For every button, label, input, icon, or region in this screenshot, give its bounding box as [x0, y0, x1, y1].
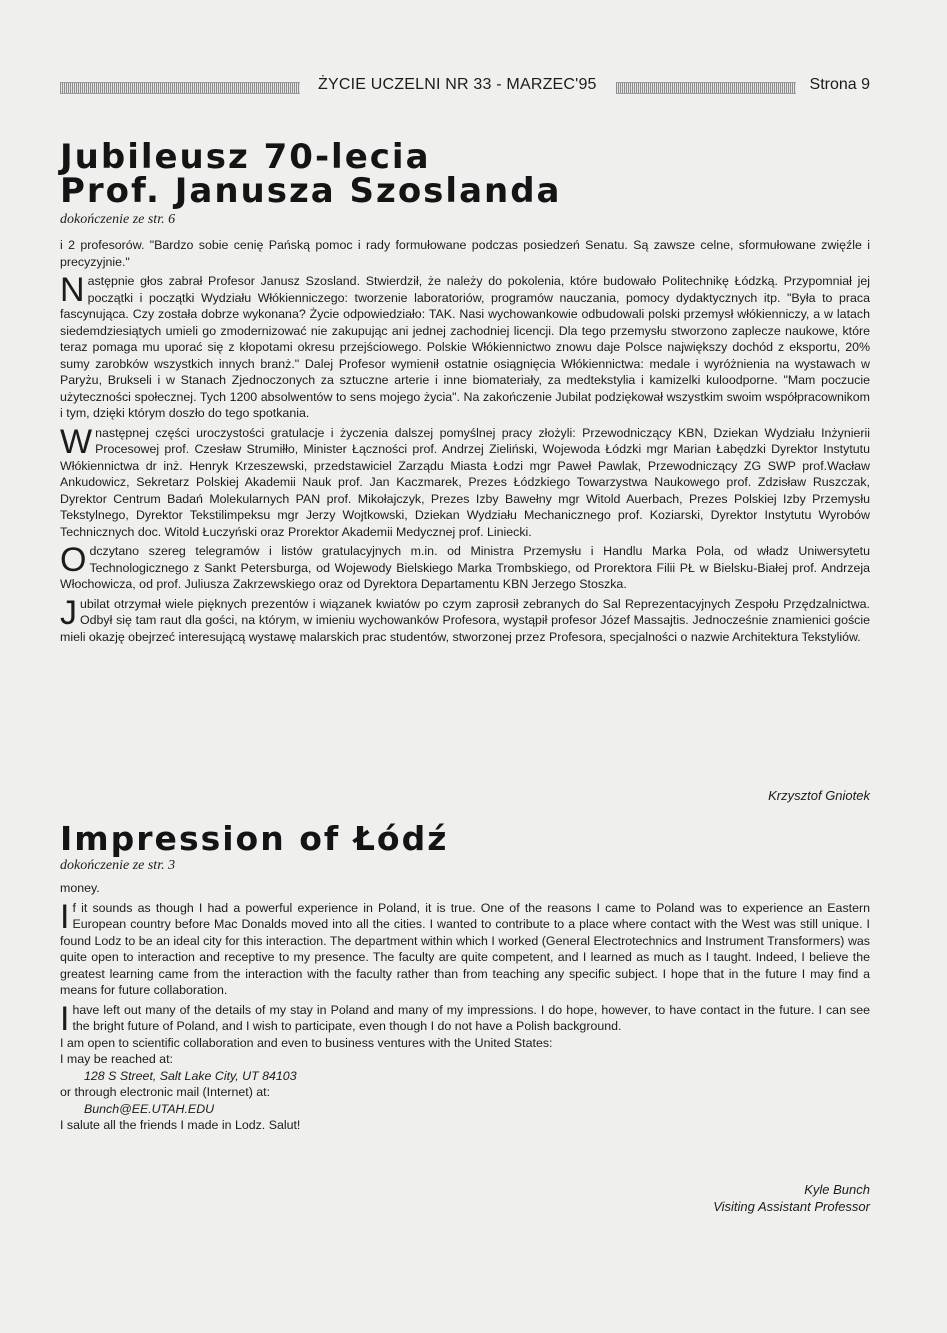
article2-paragraph	[60, 999, 870, 1038]
article1-title-line1: Jubileusz 70-lecia	[60, 137, 431, 177]
page-header	[60, 74, 870, 100]
article2-paragraph	[60, 897, 870, 999]
paragraph-text: have left out many of the details of my stay in Poland and many of my impressions. I do hope, however, to have contact in the future. I can see the bright future of Poland, and I wish to participate, even though I do not have a Polish background.	[72, 1002, 870, 1033]
article1-title-line2: Prof. Janusza Szoslanda	[60, 171, 562, 211]
paragraph-text: f it sounds as though I had a powerful experience in Poland, it is true. One of the reasons I came to Poland was to experience an Eastern European country before Mac Donalds moved into all the cities. I wanted to contribute to a place where contact with the West was still unique. I found Lodz to be an ideal city for this interaction. The department within which I worked (General Electrotechnics and Instrument Transformers) was quite open to interaction and receptive to my presence. The faculty are quite competent, and I learned as much as I taught. Indeed, I believe the greatest learning came from the interaction with the faculty rather than from teaching any specific subject. I hope that in the future I may find a means for future collaboration.	[60, 900, 870, 997]
article1-author: Krzysztof Gniotek	[768, 788, 870, 803]
article2-title: Impression of Łódź	[60, 819, 449, 858]
article1-paragraph	[60, 422, 870, 541]
header-rule-right	[616, 82, 796, 94]
article1-continuation: dokończenie ze str. 6	[60, 212, 176, 227]
paragraph-text: następnej części uroczystości gratulacje i życzenia dalszej pomyślnej pracy złożyli: Przewodniczący KBN, Dziekan Wydziału Inżynierii Procesowej prof. Czesław Strumiłło, Minister Łączności prof. Andrzej Zieliński, Wojewoda Łódzki mgr Marian Łabędzki Dyrektor Instytutu Włókiennictwa dr inż. Henryk Krzeszewski, przedstawiciel Zarządu Miasta Łodzi mgr Paweł Pawlak, Przewodniczący ZG SWP prof.Wacław Ankudowicz, Sekretarz Polskiej Akademii Nauk prof. Jan Kaczmarek, Prezes Łódzkiego Towarzystwa Naukowego prof. Zdzisław Ruszczak, Dyrektor Centrum Badań Molekularnych PAN prof. Mikołajczyk, Prezes Izby Bawełny mgr Witold Auerbach, Prezes Polskiej Izby Przemysłu Tekstylnego, Dyrektor Tekstilimpeksu mgr Jerzy Wojtkowski, Dziekan Wydziału Mechanicznego prof. Koziarski, Dyrektor Instytutu Wyrobów Technicznych doc. Witold Łuczyński oraz Prorektor Akademii Medycznej prof. Liniecki.	[60, 425, 870, 539]
article2-paragraph: I may be reached at:	[60, 1052, 173, 1066]
article2-author	[713, 1181, 870, 1215]
article2-paragraph: I am open to scientific collaboration and even to business ventures with the United States:	[60, 1035, 553, 1050]
page-number: Strona 9	[809, 76, 870, 93]
article2-paragraph: I salute all the friends I made in Lodz. Salut!	[60, 1118, 301, 1132]
article1-paragraph	[60, 273, 870, 422]
article2-continuation: dokończenie ze str. 3	[60, 858, 176, 873]
header-rule-left	[60, 82, 300, 94]
article1-paragraph	[60, 543, 870, 593]
drop-cap: N	[60, 271, 85, 309]
email-address: Bunch@EE.UTAH.EDU	[84, 1101, 215, 1116]
article1-body	[60, 237, 870, 645]
author-name: Kyle Bunch	[804, 1182, 870, 1197]
drop-cap: J	[60, 593, 77, 632]
drop-cap: O	[60, 541, 87, 579]
postal-address: 128 S Street, Salt Lake City, UT 84103	[84, 1068, 297, 1083]
paragraph-text: ubilat otrzymał wiele pięknych prezentów i wiązanek kwiatów po czym zaprosił zebranych do Sal Reprezentacyjnych Zespołu Przędzalnictwa. Odbył się tam raut dla gości, na którym, w imieniu wychowanków Profesora, wystąpił profesor Józef Massajtis. Jednocześnie znamienici goście mieli okazję obejrzeć interesującą wystawę malarskich prac studentów, stworzonej przez Profesora, specjalności o nazwie Architektura Tekstyliów.	[60, 596, 870, 644]
paragraph-text: dczytano szereg telegramów i listów gratulacyjnych m.in. od Ministra Przemysłu i Handlu Marka Pola, od władz Uniwersytetu Technologicznego z Sankt Petersburga, od Wojewody Bielskiego Marka Trombskiego, od Prorektora Filii PŁ w Bielsku-Białej prof. Andrzeja Włochowicza, od prof. Juliusza Zakrzewskiego oraz od Dyrektora Departamentu KBN Jerzego Stoszka.	[60, 544, 870, 591]
drop-cap: W	[60, 422, 93, 461]
drop-cap: I	[60, 999, 70, 1038]
article2-paragraph: money.	[60, 881, 100, 895]
article1-paragraph: i 2 profesorów. "Bardzo sobie cenię Pańską pomoc i rady formułowane podczas posiedzeń Senatu. Są zawsze celne, sformułowane zwięźle i precyzyjnie."	[60, 238, 870, 269]
article2-paragraph: or through electronic mail (Internet) at:	[60, 1085, 271, 1099]
article2-body	[60, 880, 870, 1134]
author-title: Visiting Assistant Professor	[713, 1199, 870, 1214]
paragraph-text: astępnie głos zabrał Profesor Janusz Szosland. Stwierdził, że należy do pokolenia, które budowało Politechnikę Łódzką. Przypomniał jej początki i początki Wydziału Włókienniczego: tworzenie laboratoriów, programów nauczania, pomocy dydaktycznych itp. "Była to praca fascynująca. Czy została dobrze wykonana? Życie odpowiedziało: TAK. Nasi wychowankowie odbudowali polski przemysł włókienniczy, a w latach siedemdziesiątych umieli go zmodernizować nie zakupując ani jednej zachodniej licencji. Dla tego przemysłu stworzono zaplecze naukowe, które teraz pomaga mu uporać się z kłopotami okresu przejściowego. Polskie Włókiennictwo znowu daje Polsce największy dochód z eksportu, 20% sumy zarobków wszystkich innych branż." Dalej Profesor wymienił ostatnie osiągnięcia Włókiennictwa: medale i wyróżnienia na wystawach w Paryżu, Brukseli i w Stanach Zjednoczonych za sztuczne arterie i inne biomateriały, za medtekstylia i kamizelki kuloodporne. "Mam poczucie użyteczności społecznej. Tych 1200 absolwentów to sens mojego życia". Na zakończenie Jubilat podziękował wszystkim swoim współpracownikom i tym, dzięki którym doszło do tego spotkania.	[60, 274, 870, 420]
running-title: ŻYCIE UCZELNI NR 33 - MARZEC'95	[318, 76, 597, 93]
drop-cap: I	[60, 897, 70, 936]
article1-paragraph	[60, 593, 870, 646]
